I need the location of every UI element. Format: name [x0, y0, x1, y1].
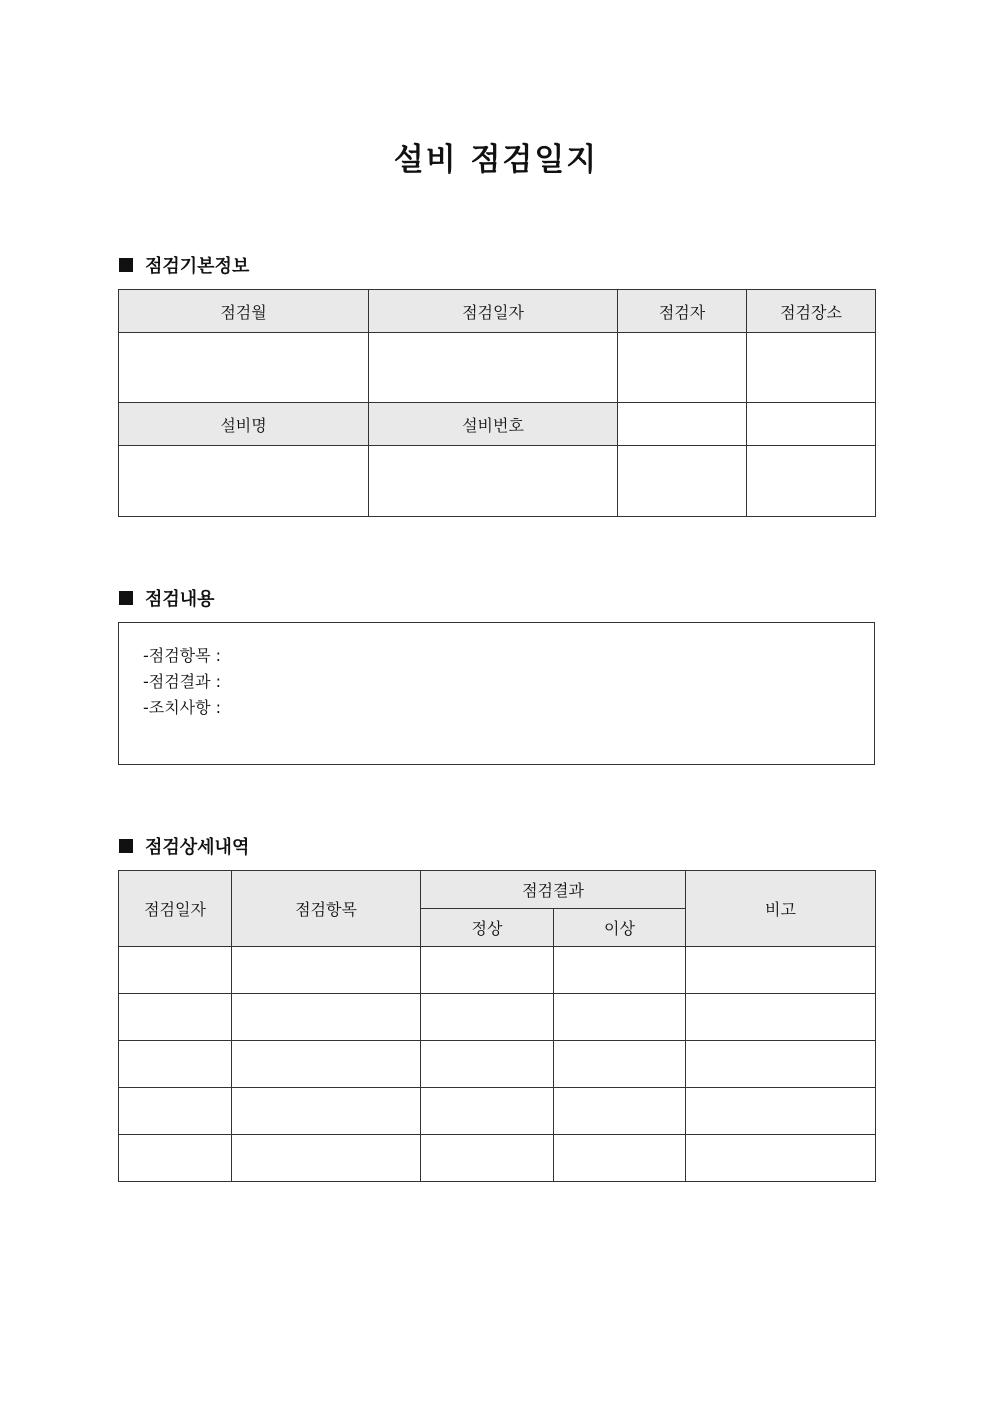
- input-cell-inspection-location[interactable]: [747, 333, 876, 403]
- table-cell[interactable]: [232, 1041, 421, 1088]
- table-cell[interactable]: [686, 947, 876, 994]
- table-row: [119, 290, 876, 333]
- input-cell-inspection-month[interactable]: [119, 333, 369, 403]
- table-cell[interactable]: [232, 994, 421, 1041]
- table-cell[interactable]: [554, 947, 686, 994]
- table-header-row: [119, 871, 876, 909]
- table-cell[interactable]: [421, 947, 554, 994]
- table-cell[interactable]: [686, 1088, 876, 1135]
- section-heading-label: 점검상세내역: [145, 837, 250, 858]
- section-heading-basic-info: [119, 253, 249, 277]
- header-cell-inspection-month: 점검월: [119, 290, 369, 333]
- header-cell-inspection-date: 점검일자: [369, 290, 618, 333]
- input-cell-inspection-date[interactable]: [369, 333, 618, 403]
- header-cell-date: 점검일자: [119, 871, 232, 947]
- table-row: [119, 446, 876, 517]
- blank-cell[interactable]: [618, 403, 747, 446]
- table-row: [119, 333, 876, 403]
- content-line-action-taken: -조치사항 :: [143, 698, 222, 717]
- table-cell[interactable]: [554, 1088, 686, 1135]
- table-cell[interactable]: [119, 994, 232, 1041]
- section-heading-label: 점검기본정보: [145, 256, 250, 277]
- header-cell-inspector: 점검자: [618, 290, 747, 333]
- header-cell-normal: 정상: [421, 909, 554, 947]
- table-cell[interactable]: [119, 1135, 232, 1182]
- square-bullet-icon: [119, 839, 133, 853]
- header-cell-equipment-name: 설비명: [119, 403, 369, 446]
- input-cell-equipment-name[interactable]: [119, 446, 369, 517]
- blank-cell[interactable]: [747, 446, 876, 517]
- section-heading-content: [119, 586, 215, 610]
- table-cell[interactable]: [686, 1135, 876, 1182]
- table-cell[interactable]: [554, 994, 686, 1041]
- input-cell-inspector[interactable]: [618, 333, 747, 403]
- table-cell[interactable]: [119, 1041, 232, 1088]
- table-cell[interactable]: [421, 1088, 554, 1135]
- inspection-content-box[interactable]: [118, 622, 875, 765]
- basic-info-table: [118, 289, 876, 517]
- input-cell-equipment-number[interactable]: [369, 446, 618, 517]
- table-row: [119, 947, 876, 994]
- header-cell-item: 점검항목: [232, 871, 421, 947]
- table-cell[interactable]: [421, 1041, 554, 1088]
- table-cell[interactable]: [686, 1041, 876, 1088]
- table-row: [119, 1041, 876, 1088]
- page-title: 설비 점검일지: [393, 142, 599, 178]
- table-cell[interactable]: [119, 1088, 232, 1135]
- table-row: [119, 994, 876, 1041]
- header-cell-inspection-location: 점검장소: [747, 290, 876, 333]
- table-cell[interactable]: [119, 947, 232, 994]
- table-row: [119, 1135, 876, 1182]
- header-cell-equipment-number: 설비번호: [369, 403, 618, 446]
- square-bullet-icon: [119, 591, 133, 605]
- table-cell[interactable]: [421, 1135, 554, 1182]
- table-row: [119, 1088, 876, 1135]
- blank-cell[interactable]: [747, 403, 876, 446]
- header-cell-result: 점검결과: [421, 871, 686, 909]
- content-line-inspection-result: -점검결과 :: [143, 672, 222, 691]
- blank-cell[interactable]: [618, 446, 747, 517]
- section-heading-label: 점검내용: [145, 589, 215, 610]
- table-cell[interactable]: [554, 1135, 686, 1182]
- table-cell[interactable]: [554, 1041, 686, 1088]
- table-cell[interactable]: [686, 994, 876, 1041]
- detail-table: [118, 870, 876, 1182]
- content-line-inspection-item: -점검항목 :: [143, 646, 222, 665]
- square-bullet-icon: [119, 258, 133, 272]
- table-cell[interactable]: [421, 994, 554, 1041]
- table-cell[interactable]: [232, 947, 421, 994]
- section-heading-detail: [119, 834, 249, 858]
- header-cell-note: 비고: [686, 871, 876, 947]
- header-cell-abnormal: 이상: [554, 909, 686, 947]
- table-cell[interactable]: [232, 1135, 421, 1182]
- table-cell[interactable]: [232, 1088, 421, 1135]
- table-row: [119, 403, 876, 446]
